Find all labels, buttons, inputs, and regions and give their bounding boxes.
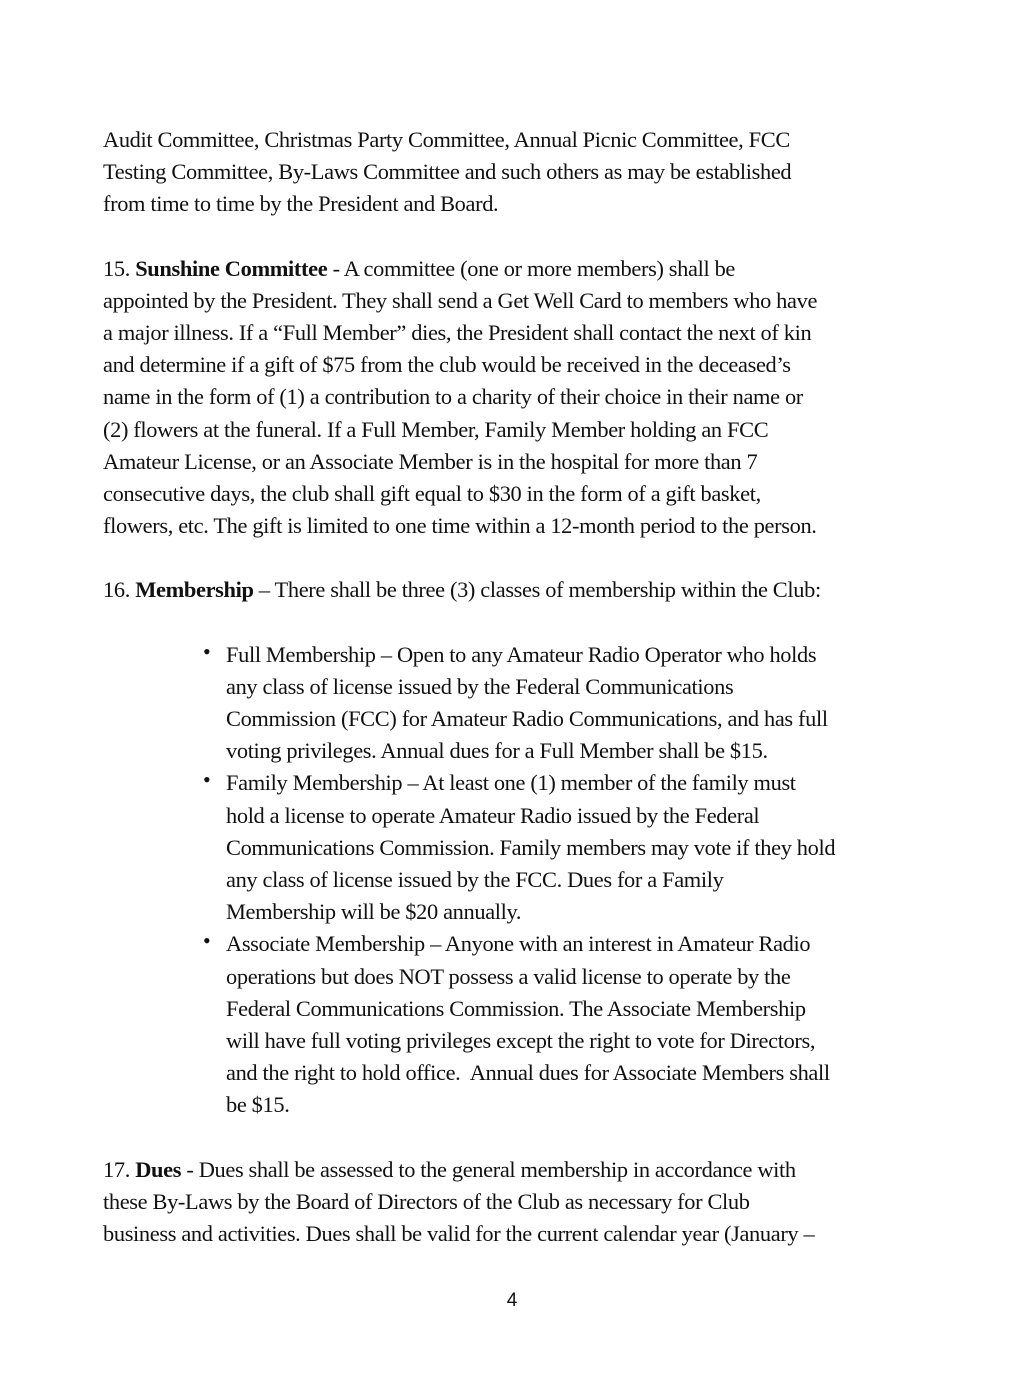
- text-line: Associate Membership – Anyone with an interest in Amateur Radio: [226, 931, 811, 957]
- intro-paragraph: [103, 124, 933, 221]
- text-line: Family Membership – At least one (1) member of the family must: [226, 770, 796, 796]
- text-line: these By-Laws by the Board of Directors of the Club as necessary for Club: [103, 1188, 750, 1214]
- text-line: from time to time by the President and Board.: [103, 191, 499, 217]
- text-line: Federal Communications Commission. The Associate Membership: [226, 995, 806, 1021]
- membership-classes-list: [103, 639, 933, 1122]
- text-line: a major illness. If a “Full Member” dies, the President shall contact the next of kin: [103, 320, 812, 346]
- page-number: 4: [506, 1290, 518, 1311]
- section-first-line-text: Dues shall be assessed to the general membership in accordance with: [198, 1156, 796, 1182]
- section-first-line: [103, 1154, 933, 1186]
- section-separator: -: [327, 255, 344, 281]
- text-line: Membership will be $20 annually.: [226, 899, 522, 925]
- text-line: Amateur License, or an Associate Member is in the hospital for more than 7: [103, 448, 758, 474]
- section-15-sunshine-committee: [103, 253, 933, 543]
- section-separator: -: [181, 1156, 199, 1182]
- list-item-full-membership: [103, 639, 933, 768]
- list-item-family-membership: [103, 767, 933, 928]
- paragraph-gap: [103, 1122, 933, 1154]
- section-separator: –: [253, 577, 275, 603]
- text-line: Commission (FCC) for Amateur Radio Communications, and has full: [226, 706, 828, 732]
- text-line: Full Membership – Open to any Amateur Radio Operator who holds: [226, 641, 817, 667]
- text-line: operations but does NOT possess a valid license to operate by the: [226, 963, 791, 989]
- section-16-membership: [103, 574, 933, 606]
- text-line: and the right to hold office. Annual dues for Associate Members shall: [226, 1060, 830, 1086]
- section-number: 17.: [103, 1156, 130, 1182]
- text-line: and determine if a gift of $75 from the club would be received in the deceased’s: [103, 352, 791, 378]
- paragraph-gap: [103, 607, 933, 639]
- section-heading: Dues: [135, 1156, 182, 1182]
- section-heading: Sunshine Committee: [135, 255, 328, 281]
- text-line: (2) flowers at the funeral. If a Full Member, Family Member holding an FCC: [103, 416, 769, 442]
- section-first-line-text: There shall be three (3) classes of membership within the Club:: [274, 577, 821, 603]
- text-line: hold a license to operate Amateur Radio issued by the Federal: [226, 802, 760, 828]
- text-line: any class of license issued by the Federal Communications: [226, 673, 734, 699]
- section-number: 15.: [103, 255, 130, 281]
- text-line: Testing Committee, By-Laws Committee and such others as may be established: [103, 159, 792, 185]
- bullet-icon: •: [203, 767, 211, 793]
- text-line: any class of license issued by the FCC. Dues for a Family: [226, 867, 724, 893]
- text-line: will have full voting privileges except the right to vote for Directors,: [226, 1028, 816, 1054]
- text-line: business and activities. Dues shall be valid for the current calendar year (January –: [103, 1221, 815, 1247]
- text-line: appointed by the President. They shall send a Get Well Card to members who have: [103, 287, 818, 313]
- text-line: voting privileges. Annual dues for a Full Member shall be $15.: [226, 738, 768, 764]
- document-page: [103, 124, 933, 1250]
- text-line: Communications Commission. Family members may vote if they hold: [226, 834, 836, 860]
- text-line: name in the form of (1) a contribution to a charity of their choice in their name or: [103, 384, 803, 410]
- paragraph-gap: [103, 542, 933, 574]
- section-first-line-text: A committee (one or more members) shall be: [343, 255, 736, 281]
- text-line: flowers, etc. The gift is limited to one time within a 12-month period to the person.: [103, 513, 817, 539]
- section-number: 16.: [103, 577, 130, 603]
- section-first-line: [103, 253, 933, 285]
- section-heading: Membership: [135, 577, 254, 603]
- list-item-associate-membership: [103, 928, 933, 1121]
- text-line: consecutive days, the club shall gift equal to $30 in the form of a gift basket,: [103, 481, 761, 507]
- paragraph-gap: [103, 221, 933, 253]
- section-first-line: [103, 574, 933, 606]
- text-line: Audit Committee, Christmas Party Committee, Annual Picnic Committee, FCC: [103, 127, 790, 152]
- text-line: be $15.: [226, 1092, 290, 1118]
- section-17-dues: [103, 1154, 933, 1251]
- bullet-icon: •: [203, 638, 211, 664]
- bullet-icon: •: [203, 928, 211, 954]
